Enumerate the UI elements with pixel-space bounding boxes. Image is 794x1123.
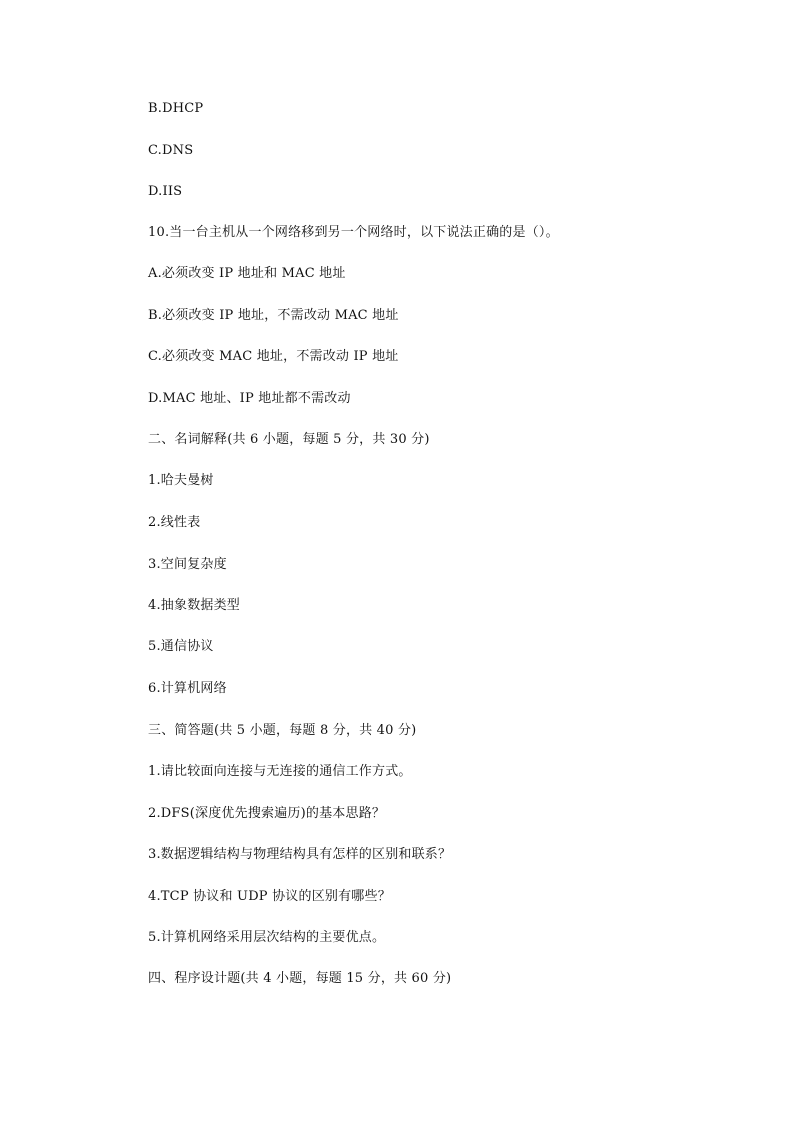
question-10: 10.当一台主机从一个网络移到另一个网络时，以下说法正确的是（）。	[148, 225, 559, 240]
short-answer-item: 4.TCP 协议和 UDP 协议的区别有哪些？	[148, 889, 391, 904]
short-answer-item: 1.请比较面向连接与无连接的通信工作方式。	[148, 764, 412, 779]
question-10-option-b: B.必须改变 IP 地址，不需改动 MAC 地址	[148, 308, 399, 323]
question-10-option-c: C.必须改变 MAC 地址，不需改动 IP 地址	[148, 349, 399, 364]
term-item: 3.空间复杂度	[148, 557, 227, 572]
term-item: 2.线性表	[148, 515, 201, 530]
short-answer-item: 2.DFS(深度优先搜索遍历)的基本思路？	[148, 806, 386, 821]
option-d-iis: D.IIS	[148, 184, 183, 199]
short-answer-item: 3.数据逻辑结构与物理结构具有怎样的区别和联系？	[148, 847, 452, 862]
short-answer-item: 5.计算机网络采用层次结构的主要优点。	[148, 930, 386, 945]
option-c-dns: C.DNS	[148, 143, 194, 158]
question-10-option-d: D.MAC 地址、IP 地址都不需改动	[148, 391, 351, 406]
term-item: 6.计算机网络	[148, 681, 227, 696]
option-b-dhcp: B.DHCP	[148, 101, 204, 116]
section-heading-programming: 四、程序设计题(共 4 小题，每题 15 分，共 60 分)	[148, 971, 452, 986]
term-item: 5.通信协议	[148, 639, 214, 654]
section-heading-short-answer: 三、简答题(共 5 小题，每题 8 分，共 40 分)	[148, 723, 417, 738]
term-item: 1.哈夫曼树	[148, 473, 214, 488]
term-item: 4.抽象数据类型	[148, 598, 241, 613]
question-10-option-a: A.必须改变 IP 地址和 MAC 地址	[148, 266, 346, 281]
section-heading-terms: 二、名词解释(共 6 小题，每题 5 分，共 30 分)	[148, 432, 430, 447]
